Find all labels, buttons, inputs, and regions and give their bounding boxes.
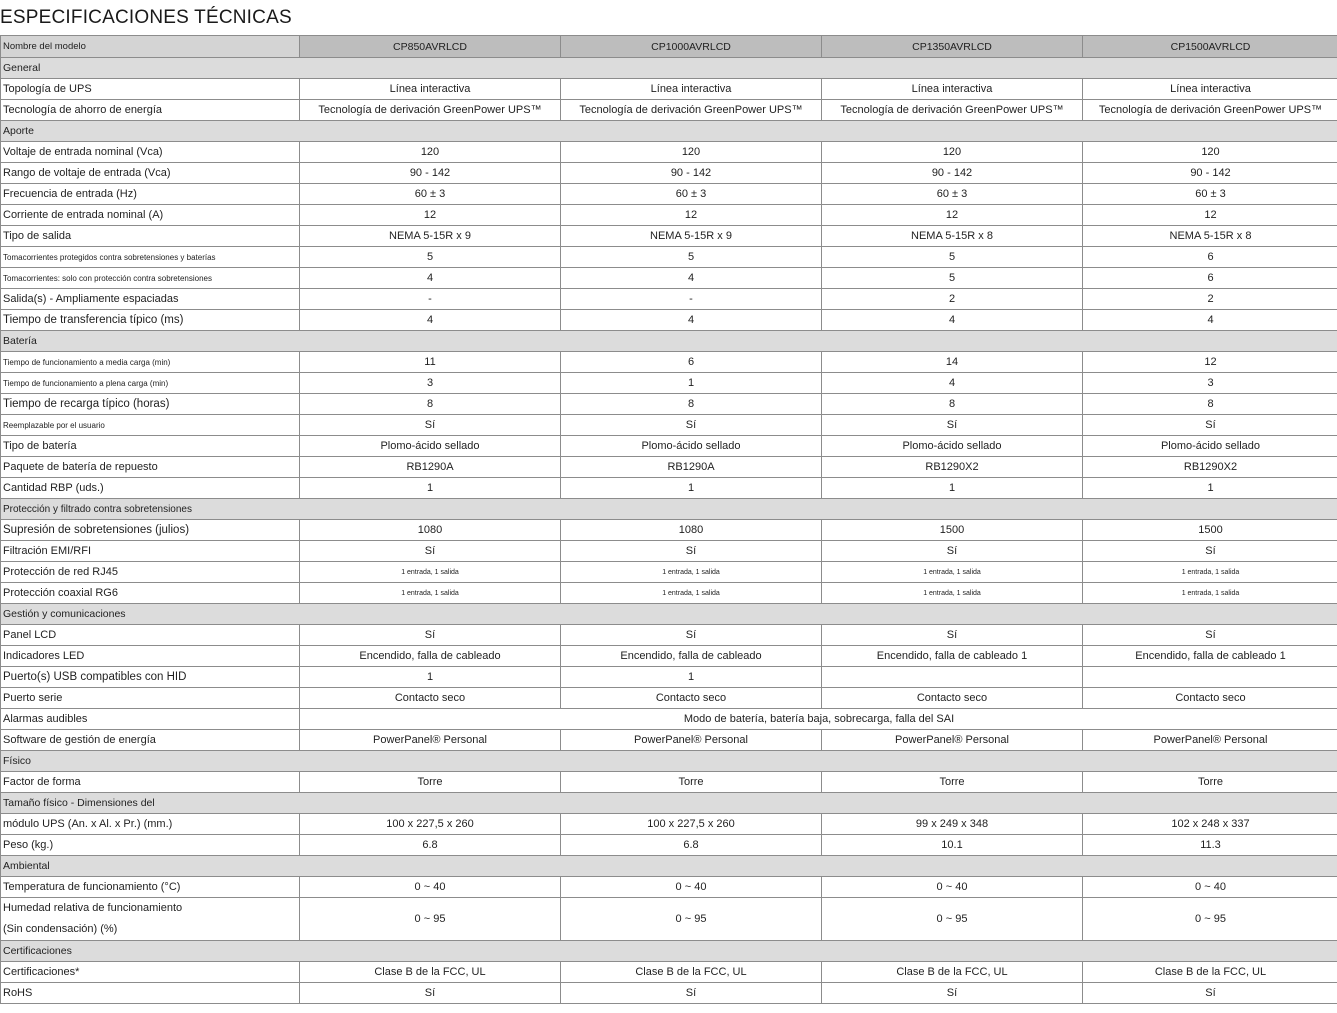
row-label: Paquete de batería de repuesto (1, 457, 300, 478)
spec-value: 4 (300, 310, 561, 331)
row-label: Corriente de entrada nominal (A) (1, 205, 300, 226)
spec-value: RB1290A (300, 457, 561, 478)
spec-value: 120 (822, 142, 1083, 163)
spec-value: 4 (1083, 310, 1337, 331)
spec-row (1, 646, 1337, 667)
model-header-row (1, 36, 1337, 58)
spec-value: Sí (822, 541, 1083, 562)
spec-value: 0 ~ 40 (561, 877, 822, 898)
spec-value: 100 x 227,5 x 260 (300, 814, 561, 835)
row-label: Filtración EMI/RFI (1, 541, 300, 562)
row-label: Certificaciones* (1, 962, 300, 983)
model-name: CP1000AVRLCD (561, 36, 822, 58)
spec-row (1, 247, 1337, 268)
row-label: Tomacorrientes protegidos contra sobretensiones y baterías (1, 247, 300, 268)
spec-value: NEMA 5-15R x 8 (822, 226, 1083, 247)
section-title: Físico (1, 751, 1337, 772)
spec-row (1, 962, 1337, 983)
spec-value: 1 (300, 478, 561, 499)
spec-value: 120 (300, 142, 561, 163)
spec-value: Clase B de la FCC, UL (300, 962, 561, 983)
spec-value: 60 ± 3 (300, 184, 561, 205)
row-label: Tiempo de funcionamiento a media carga (min) (1, 352, 300, 373)
spec-row (1, 688, 1337, 709)
section-title: Gestión y comunicaciones (1, 604, 1337, 625)
spec-row (1, 205, 1337, 226)
spec-value: Plomo-ácido sellado (822, 436, 1083, 457)
spec-value: 3 (300, 373, 561, 394)
spec-row (1, 79, 1337, 100)
spec-value: 11 (300, 352, 561, 373)
spec-value: 8 (822, 394, 1083, 415)
spec-value: Tecnología de derivación GreenPower UPS™ (300, 100, 561, 121)
model-name: CP1350AVRLCD (822, 36, 1083, 58)
spec-value: 100 x 227,5 x 260 (561, 814, 822, 835)
spec-value: 1 entrada, 1 salida (561, 583, 822, 604)
spec-value: 99 x 249 x 348 (822, 814, 1083, 835)
section-title: Tamaño físico - Dimensiones del (1, 793, 1337, 814)
spec-row (1, 394, 1337, 415)
spec-value: 12 (561, 205, 822, 226)
spec-row (1, 814, 1337, 835)
row-label: Tomacorrientes: solo con protección contra sobretensiones (1, 268, 300, 289)
spec-value: NEMA 5-15R x 9 (561, 226, 822, 247)
spec-value: Plomo-ácido sellado (300, 436, 561, 457)
section-title: General (1, 58, 1337, 79)
spec-value: Sí (822, 415, 1083, 436)
row-label: Topología de UPS (1, 79, 300, 100)
spec-value: 1 entrada, 1 salida (300, 562, 561, 583)
spec-value: Línea interactiva (1083, 79, 1337, 100)
spec-value: 3 (1083, 373, 1337, 394)
spec-value: 60 ± 3 (1083, 184, 1337, 205)
spec-value: 2 (1083, 289, 1337, 310)
spec-value: 12 (1083, 352, 1337, 373)
section-header (1, 751, 1337, 772)
spec-value: Sí (561, 625, 822, 646)
spec-value: Clase B de la FCC, UL (561, 962, 822, 983)
spec-value: Sí (561, 415, 822, 436)
spec-value: 4 (561, 310, 822, 331)
spec-value: 1 (561, 478, 822, 499)
spec-value: Encendido, falla de cableado 1 (1083, 646, 1337, 667)
spec-value: Sí (300, 983, 561, 1004)
row-label: Tiempo de transferencia típico (ms) (1, 310, 300, 331)
spec-value: Clase B de la FCC, UL (1083, 962, 1337, 983)
spec-value: 11.3 (1083, 835, 1337, 856)
spec-value: 0 ~ 95 (561, 898, 822, 941)
row-label: Factor de forma (1, 772, 300, 793)
spec-value: 0 ~ 95 (300, 898, 561, 941)
row-label: Reemplazable por el usuario (1, 415, 300, 436)
spec-row (1, 730, 1337, 751)
spec-row (1, 373, 1337, 394)
spec-value: 1500 (1083, 520, 1337, 541)
spec-value: 90 - 142 (300, 163, 561, 184)
spec-value: Sí (822, 625, 1083, 646)
spec-value: PowerPanel® Personal (822, 730, 1083, 751)
spec-row (1, 541, 1337, 562)
spec-value: Línea interactiva (561, 79, 822, 100)
spec-value: Sí (1083, 415, 1337, 436)
spec-value: NEMA 5-15R x 9 (300, 226, 561, 247)
spec-value: 6.8 (561, 835, 822, 856)
spec-value: Torre (300, 772, 561, 793)
spec-row (1, 226, 1337, 247)
row-label: Cantidad RBP (uds.) (1, 478, 300, 499)
row-label: Puerto serie (1, 688, 300, 709)
spec-value: 14 (822, 352, 1083, 373)
spec-value: Sí (300, 541, 561, 562)
spec-row (1, 898, 1337, 941)
spec-value: Torre (1083, 772, 1337, 793)
spec-row (1, 583, 1337, 604)
spec-value: 0 ~ 40 (300, 877, 561, 898)
spec-value: RB1290A (561, 457, 822, 478)
spec-value: 120 (561, 142, 822, 163)
spec-value: 1 entrada, 1 salida (561, 562, 822, 583)
spec-value: 60 ± 3 (822, 184, 1083, 205)
spec-value: Sí (300, 415, 561, 436)
row-label: RoHS (1, 983, 300, 1004)
spec-value: Sí (1083, 541, 1337, 562)
spec-row (1, 667, 1337, 688)
spec-value: - (561, 289, 822, 310)
spec-value: 1 (561, 667, 822, 688)
spec-value: 4 (561, 268, 822, 289)
section-header (1, 856, 1337, 877)
row-label (1, 898, 300, 941)
spec-value: - (300, 289, 561, 310)
spec-value: 2 (822, 289, 1083, 310)
spec-value: 1 (561, 373, 822, 394)
spec-value: 0 ~ 95 (822, 898, 1083, 941)
spec-value: Plomo-ácido sellado (561, 436, 822, 457)
section-title: Batería (1, 331, 1337, 352)
spec-value: 90 - 142 (1083, 163, 1337, 184)
row-label-line-1: Humedad relativa de funcionamiento (3, 902, 183, 914)
spec-row (1, 142, 1337, 163)
spec-value: 90 - 142 (822, 163, 1083, 184)
row-label: Peso (kg.) (1, 835, 300, 856)
section-header (1, 58, 1337, 79)
spec-row (1, 289, 1337, 310)
spec-row (1, 983, 1337, 1004)
row-label: Tipo de batería (1, 436, 300, 457)
spec-value: 1 entrada, 1 salida (1083, 583, 1337, 604)
model-name: CP1500AVRLCD (1083, 36, 1337, 58)
section-header (1, 793, 1337, 814)
spec-value: 12 (1083, 205, 1337, 226)
row-label: Alarmas audibles (1, 709, 300, 730)
row-label: módulo UPS (An. x Al. x Pr.) (mm.) (1, 814, 300, 835)
spec-value: Encendido, falla de cableado (561, 646, 822, 667)
spec-row (1, 877, 1337, 898)
spec-row (1, 415, 1337, 436)
spec-value: 1 (1083, 478, 1337, 499)
spec-value: Sí (822, 983, 1083, 1004)
spec-value: 1 (300, 667, 561, 688)
spec-value: Línea interactiva (300, 79, 561, 100)
row-label: Tiempo de recarga típico (horas) (1, 394, 300, 415)
spec-value: PowerPanel® Personal (300, 730, 561, 751)
spec-row (1, 520, 1337, 541)
spec-row (1, 310, 1337, 331)
spec-value: 60 ± 3 (561, 184, 822, 205)
spec-value: Contacto seco (300, 688, 561, 709)
section-title: Protección y filtrado contra sobretensiones (1, 499, 1337, 520)
spec-value: 1080 (300, 520, 561, 541)
spec-row (1, 625, 1337, 646)
section-title: Ambiental (1, 856, 1337, 877)
spec-value: 5 (822, 268, 1083, 289)
row-label: Tipo de salida (1, 226, 300, 247)
spec-table (0, 35, 1337, 1004)
section-header (1, 331, 1337, 352)
spec-value: 1 entrada, 1 salida (300, 583, 561, 604)
spec-value: 8 (300, 394, 561, 415)
spec-value: 1 (822, 478, 1083, 499)
row-label: Tiempo de funcionamiento a plena carga (min) (1, 373, 300, 394)
spec-value (1083, 667, 1337, 688)
row-label: Panel LCD (1, 625, 300, 646)
row-label: Tecnología de ahorro de energía (1, 100, 300, 121)
row-label: Indicadores LED (1, 646, 300, 667)
spec-value: 0 ~ 95 (1083, 898, 1337, 941)
spec-value: 4 (822, 310, 1083, 331)
spec-value: 12 (300, 205, 561, 226)
spec-value: Torre (561, 772, 822, 793)
spec-value: 1 entrada, 1 salida (822, 583, 1083, 604)
spec-row (1, 562, 1337, 583)
spec-value: 120 (1083, 142, 1337, 163)
spec-row (1, 478, 1337, 499)
section-header (1, 604, 1337, 625)
section-title: Aporte (1, 121, 1337, 142)
spec-value: 4 (822, 373, 1083, 394)
section-title: Certificaciones (1, 941, 1337, 962)
spec-value: 1 entrada, 1 salida (1083, 562, 1337, 583)
spec-value: 0 ~ 40 (822, 877, 1083, 898)
spec-value: 6.8 (300, 835, 561, 856)
spec-value: 1 entrada, 1 salida (822, 562, 1083, 583)
model-name: CP850AVRLCD (300, 36, 561, 58)
spec-value: Tecnología de derivación GreenPower UPS™ (822, 100, 1083, 121)
spec-row (1, 352, 1337, 373)
spec-value: 10.1 (822, 835, 1083, 856)
spec-row (1, 835, 1337, 856)
spec-value: Plomo-ácido sellado (1083, 436, 1337, 457)
spec-row (1, 457, 1337, 478)
spec-value: Clase B de la FCC, UL (822, 962, 1083, 983)
spec-value: Sí (1083, 983, 1337, 1004)
spec-value: Contacto seco (1083, 688, 1337, 709)
spec-value: 6 (1083, 247, 1337, 268)
spec-value: Sí (561, 983, 822, 1004)
spec-row (1, 709, 1337, 730)
spec-value: Contacto seco (561, 688, 822, 709)
spec-value: Tecnología de derivación GreenPower UPS™ (561, 100, 822, 121)
row-label: Salida(s) - Ampliamente espaciadas (1, 289, 300, 310)
row-label: Protección coaxial RG6 (1, 583, 300, 604)
row-label: Supresión de sobretensiones (julios) (1, 520, 300, 541)
row-label: Voltaje de entrada nominal (Vca) (1, 142, 300, 163)
spec-row (1, 163, 1337, 184)
spec-value: Torre (822, 772, 1083, 793)
spec-value: Encendido, falla de cableado (300, 646, 561, 667)
spec-value: Sí (1083, 625, 1337, 646)
section-header (1, 941, 1337, 962)
spec-value: Sí (300, 625, 561, 646)
spec-value: Modo de batería, batería baja, sobrecarga, falla del SAI (300, 709, 1337, 730)
spec-value: 6 (1083, 268, 1337, 289)
spec-row (1, 184, 1337, 205)
spec-value: Sí (561, 541, 822, 562)
row-label: Protección de red RJ45 (1, 562, 300, 583)
spec-row (1, 268, 1337, 289)
spec-value: 1080 (561, 520, 822, 541)
spec-value (822, 667, 1083, 688)
spec-value: 8 (561, 394, 822, 415)
spec-value: PowerPanel® Personal (1083, 730, 1337, 751)
spec-value: 8 (1083, 394, 1337, 415)
spec-value: RB1290X2 (1083, 457, 1337, 478)
row-label: Temperatura de funcionamiento (°C) (1, 877, 300, 898)
spec-value: 12 (822, 205, 1083, 226)
spec-value: RB1290X2 (822, 457, 1083, 478)
spec-row (1, 100, 1337, 121)
row-label: Puerto(s) USB compatibles con HID (1, 667, 300, 688)
spec-value: 5 (300, 247, 561, 268)
spec-value: Contacto seco (822, 688, 1083, 709)
spec-value: 0 ~ 40 (1083, 877, 1337, 898)
spec-value: Tecnología de derivación GreenPower UPS™ (1083, 100, 1337, 121)
spec-value: 102 x 248 x 337 (1083, 814, 1337, 835)
spec-value: 4 (300, 268, 561, 289)
section-header (1, 121, 1337, 142)
spec-row (1, 772, 1337, 793)
spec-value: 5 (561, 247, 822, 268)
spec-value: 6 (561, 352, 822, 373)
row-label: Frecuencia de entrada (Hz) (1, 184, 300, 205)
spec-value: 90 - 142 (561, 163, 822, 184)
spec-value: 1500 (822, 520, 1083, 541)
row-label: Rango de voltaje de entrada (Vca) (1, 163, 300, 184)
section-header (1, 499, 1337, 520)
spec-value: Encendido, falla de cableado 1 (822, 646, 1083, 667)
row-label: Software de gestión de energía (1, 730, 300, 751)
spec-value: Línea interactiva (822, 79, 1083, 100)
row-label-line-2: (Sin condensación) (%) (3, 923, 118, 935)
row-label: Nombre del modelo (1, 36, 300, 58)
page-title: ESPECIFICACIONES TÉCNICAS (0, 7, 292, 28)
spec-value: NEMA 5-15R x 8 (1083, 226, 1337, 247)
spec-row (1, 436, 1337, 457)
spec-value: PowerPanel® Personal (561, 730, 822, 751)
spec-value: 5 (822, 247, 1083, 268)
